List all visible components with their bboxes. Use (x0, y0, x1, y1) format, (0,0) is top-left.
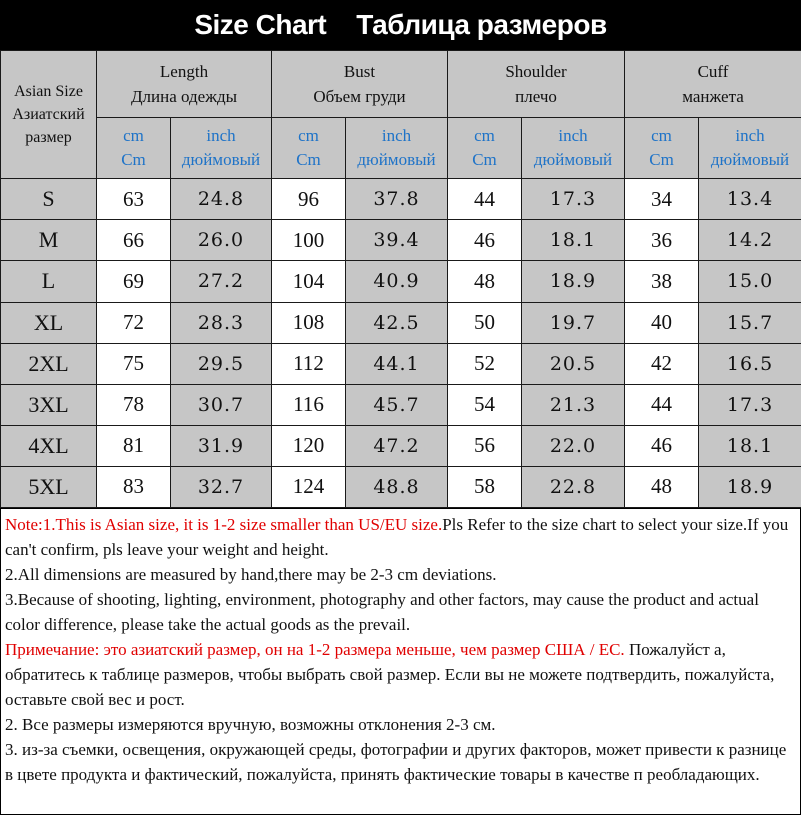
inch-value-cell: 26.0 (171, 220, 272, 261)
unit-row (1, 118, 801, 179)
notes (0, 508, 801, 815)
inch-value-cell: 15.0 (699, 261, 801, 302)
inch-value-cell: 18.1 (522, 220, 625, 261)
title-bar (0, 0, 801, 50)
table-row (1, 179, 801, 220)
cm-value-cell: 56 (448, 425, 522, 466)
cm-value-cell: 46 (625, 425, 699, 466)
cm-value-cell: 42 (625, 343, 699, 384)
inch-value-cell: 19.7 (522, 302, 625, 343)
inch-value-cell: 48.8 (346, 466, 448, 507)
inch-value-cell: 16.5 (699, 343, 801, 384)
cm-value-cell: 78 (97, 384, 171, 425)
cm-value-cell: 96 (272, 179, 346, 220)
inch-value-cell: 28.3 (171, 302, 272, 343)
inch-value-cell: 45.7 (346, 384, 448, 425)
inch-value-cell: 32.7 (171, 466, 272, 507)
inch-value-cell: 31.9 (171, 425, 272, 466)
cm-value-cell: 81 (97, 425, 171, 466)
title-ru: Таблица размеров (356, 9, 607, 40)
inch-value-cell: 18.9 (699, 466, 801, 507)
note-en-1 (5, 512, 798, 562)
size-rows (1, 179, 801, 508)
size-cell: 4XL (1, 425, 97, 466)
table-row (1, 220, 801, 261)
cm-value-cell: 75 (97, 343, 171, 384)
shoulder-header: Shoulder плечо (448, 51, 625, 118)
cm-value-cell: 104 (272, 261, 346, 302)
inch-value-cell: 42.5 (346, 302, 448, 343)
title-en: Size Chart (194, 9, 327, 40)
unit-cm-length: cm Cm (97, 118, 171, 179)
inch-value-cell: 17.3 (522, 179, 625, 220)
cm-value-cell: 83 (97, 466, 171, 507)
unit-cm-cuff: cm Cm (625, 118, 699, 179)
inch-value-cell: 27.2 (171, 261, 272, 302)
size-table (0, 50, 801, 508)
cm-value-cell: 44 (448, 179, 522, 220)
cm-value-cell: 44 (625, 384, 699, 425)
unit-cm-bust: cm Cm (272, 118, 346, 179)
cm-value-cell: 36 (625, 220, 699, 261)
unit-inch-cuff: inch дюймовый (699, 118, 801, 179)
size-cell: 3XL (1, 384, 97, 425)
table-row (1, 466, 801, 507)
inch-value-cell: 13.4 (699, 179, 801, 220)
inch-value-cell: 30.7 (171, 384, 272, 425)
inch-value-cell: 37.8 (346, 179, 448, 220)
note-en-1-red: Note:1.This is Asian size, it is 1-2 size smaller than US/EU size. (5, 515, 443, 534)
table-row (1, 425, 801, 466)
table-row (1, 343, 801, 384)
note-ru-1-red: Примечание: это азиатский размер, он на 1-2 размера меньше, чем размер США / ЕС. (5, 640, 625, 659)
inch-value-cell: 40.9 (346, 261, 448, 302)
inch-value-cell: 44.1 (346, 343, 448, 384)
cm-value-cell: 72 (97, 302, 171, 343)
bust-header: Bust Объем груди (272, 51, 448, 118)
cm-value-cell: 58 (448, 466, 522, 507)
cm-value-cell: 108 (272, 302, 346, 343)
inch-value-cell: 24.8 (171, 179, 272, 220)
cm-value-cell: 100 (272, 220, 346, 261)
note-ru-3: 3. из-за съемки, освещения, окружающей среды, фотографии и других факторов, может привести к разнице в цвете продукта и фактический, пожалуйста, принять фактические товары в качестве п реобладающих. (5, 740, 787, 784)
cm-value-cell: 34 (625, 179, 699, 220)
inch-value-cell: 17.3 (699, 384, 801, 425)
cm-value-cell: 38 (625, 261, 699, 302)
size-cell: 5XL (1, 466, 97, 507)
cm-value-cell: 46 (448, 220, 522, 261)
size-cell: S (1, 179, 97, 220)
cm-value-cell: 116 (272, 384, 346, 425)
inch-value-cell: 29.5 (171, 343, 272, 384)
note-ru-1-rest: Пожалуйст а, обратитесь к таблице размеров, чтобы выбрать свой размер. Если вы не можете подтвердить, пожалуйста, оставьте свой вес и рост. (5, 640, 775, 709)
inch-value-cell: 21.3 (522, 384, 625, 425)
unit-inch-shoulder: inch дюймовый (522, 118, 625, 179)
unit-inch-length: inch дюймовый (171, 118, 272, 179)
unit-cm-shoulder: cm Cm (448, 118, 522, 179)
cuff-header: Cuff манжета (625, 51, 801, 118)
cm-value-cell: 40 (625, 302, 699, 343)
length-header: Length Длина одежды (97, 51, 272, 118)
inch-value-cell: 18.1 (699, 425, 801, 466)
note-en-3: 3.Because of shooting, lighting, environment, photography and other factors, may cause the product and actual color difference, please take the actual goods as the prevail. (5, 590, 759, 634)
size-cell: XL (1, 302, 97, 343)
note-en-2: 2.All dimensions are measured by hand,there may be 2-3 cm deviations. (5, 565, 497, 584)
inch-value-cell: 47.2 (346, 425, 448, 466)
unit-inch-bust: inch дюймовый (346, 118, 448, 179)
cm-value-cell: 66 (97, 220, 171, 261)
inch-value-cell: 14.2 (699, 220, 801, 261)
cm-value-cell: 69 (97, 261, 171, 302)
inch-value-cell: 15.7 (699, 302, 801, 343)
cm-value-cell: 112 (272, 343, 346, 384)
table-row (1, 302, 801, 343)
inch-value-cell: 22.0 (522, 425, 625, 466)
cm-value-cell: 120 (272, 425, 346, 466)
inch-value-cell: 20.5 (522, 343, 625, 384)
size-cell: L (1, 261, 97, 302)
cm-value-cell: 124 (272, 466, 346, 507)
cm-value-cell: 63 (97, 179, 171, 220)
note-ru-2: 2. Все размеры измеряются вручную, возможны отклонения 2-3 см. (5, 715, 496, 734)
inch-value-cell: 18.9 (522, 261, 625, 302)
cm-value-cell: 48 (625, 466, 699, 507)
note-ru-1 (5, 637, 798, 712)
cm-value-cell: 50 (448, 302, 522, 343)
asian-size-header: Asian Size Азиатский размер (1, 51, 97, 179)
cm-value-cell: 54 (448, 384, 522, 425)
cm-value-cell: 52 (448, 343, 522, 384)
cm-value-cell: 48 (448, 261, 522, 302)
size-cell: 2XL (1, 343, 97, 384)
note-en-1-rest: Pls Refer to the size chart to select your size.If you can't confirm, pls leave your weight and height. (5, 515, 789, 559)
size-cell: M (1, 220, 97, 261)
table-row (1, 384, 801, 425)
inch-value-cell: 39.4 (346, 220, 448, 261)
table-row (1, 261, 801, 302)
inch-value-cell: 22.8 (522, 466, 625, 507)
